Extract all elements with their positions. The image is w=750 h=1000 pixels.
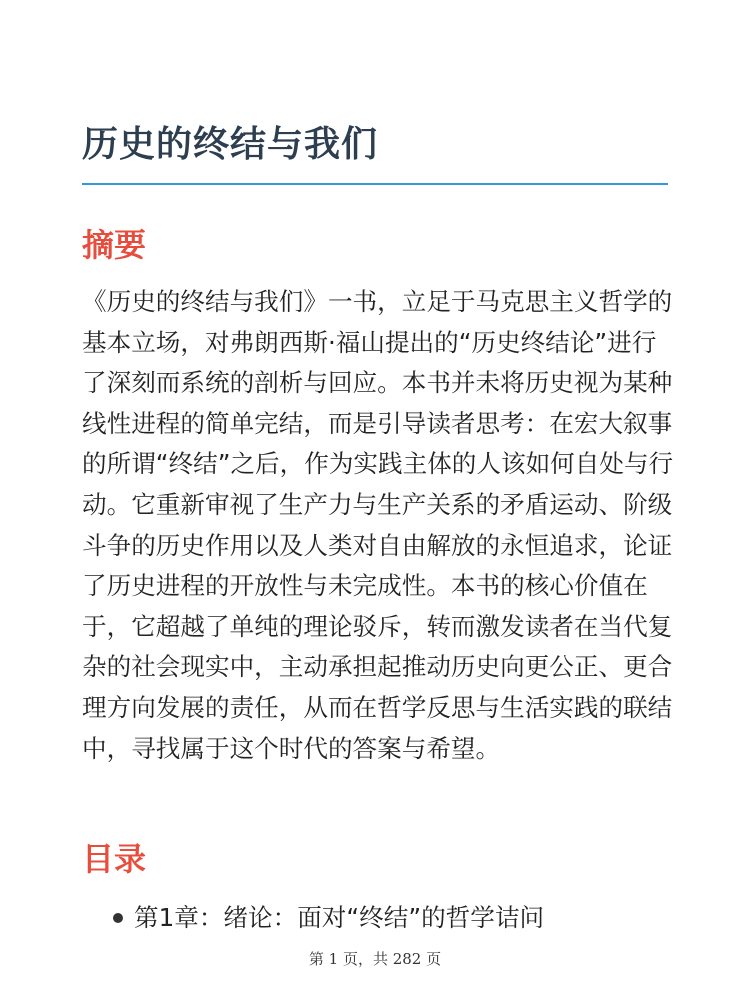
title-divider <box>82 183 668 185</box>
bullet-icon <box>113 913 123 923</box>
document-title: 历史的终结与我们 <box>82 124 379 165</box>
toc-heading: 目录 <box>82 840 147 878</box>
toc-item[interactable] <box>82 898 672 938</box>
toc-list <box>82 898 672 938</box>
abstract-heading: 摘要 <box>82 226 147 264</box>
abstract-paragraph: 《历史的终结与我们》一书，立足于马克思主义哲学的基本立场，对弗朗西斯·福山提出的“历史终结论”进行了深刻而系统的剖析与回应。本书并未将历史视为某种线性进程的简单完结，而是引导读者思考：在宏大叙事的所谓“终结”之后，作为实践主体的人该如何自处与行动。它重新审视了生产力与生产关系的矛盾运动、阶级斗争的历史作用以及人类对自由解放的永恒追求，论证了历史进程的开放性与未完成性。本书的核心价值在于，它超越了单纯的理论驳斥，转而激发读者在当代复杂的社会现实中，主动承担起推动历史向更公正、更合理方向发展的责任，从而在哲学反思与生活实践的联结中，寻找属于这个时代的答案与希望。 <box>82 287 674 763</box>
toc-item-label: 第1章：绪论：面对“终结”的哲学诘问 <box>134 903 545 932</box>
page-number: 第 1 页，共 282 页 <box>308 950 442 968</box>
